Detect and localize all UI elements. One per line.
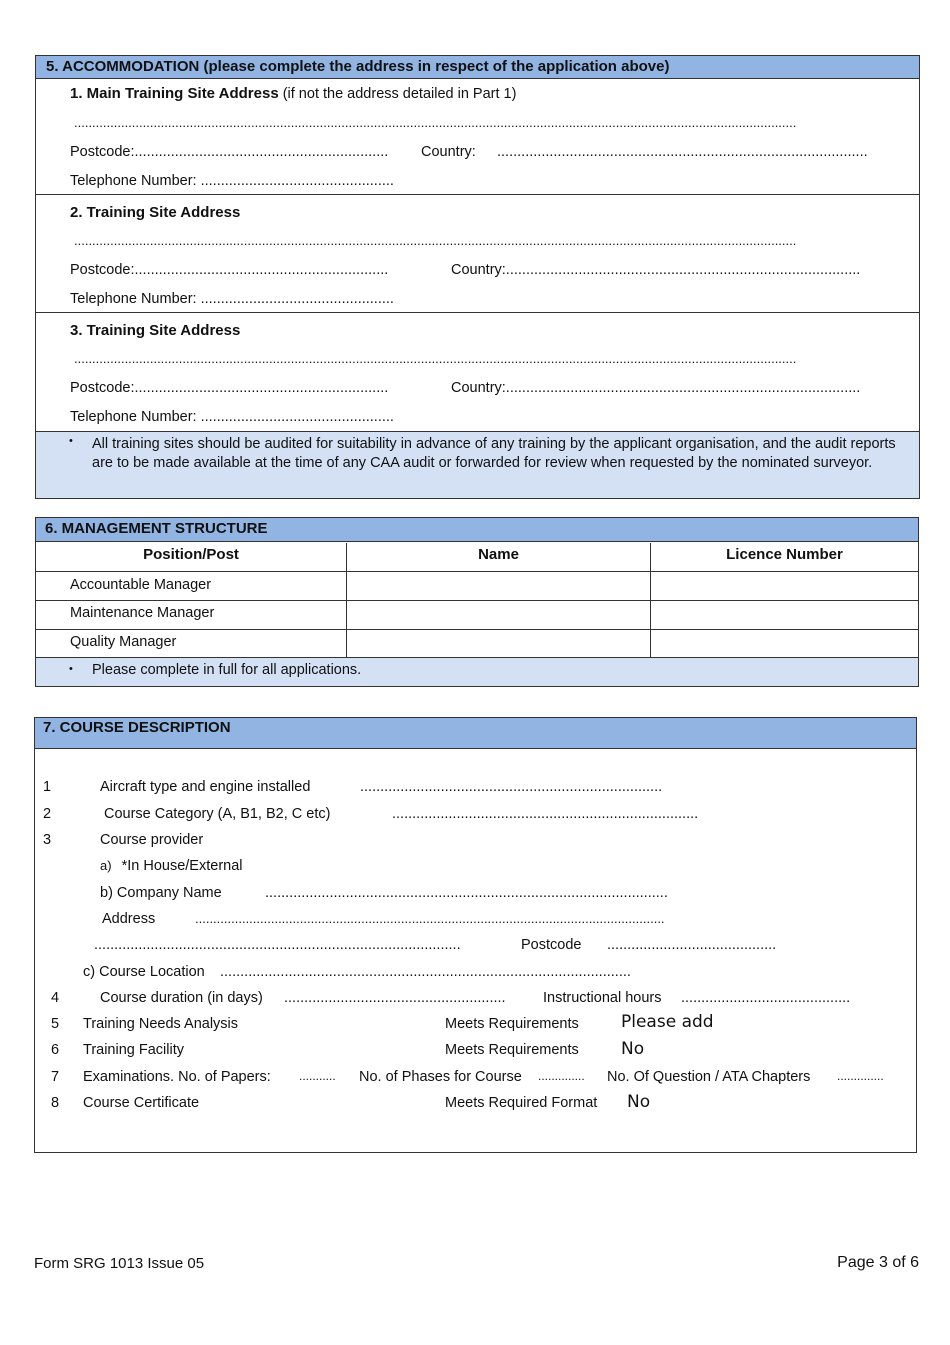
item-number: 2	[43, 806, 52, 822]
instructional-hours-label: Instructional hours	[543, 990, 662, 1006]
address-line2-field[interactable]: ...........................................................................................	[94, 937, 461, 953]
phases-label: No. of Phases for Course	[359, 1069, 522, 1085]
course-header	[35, 718, 916, 749]
table-row-maintenance-manager: Maintenance Manager	[70, 605, 215, 621]
site3-telephone-field[interactable]: Telephone Number: ................................................	[70, 409, 394, 425]
form-id: Form SRG 1013 Issue 05	[34, 1255, 205, 1272]
training-facility-label: Training Facility	[83, 1042, 184, 1058]
site2-address-field[interactable]: ........................................................................................................................................................................................................	[74, 233, 797, 248]
bullet-icon: •	[69, 663, 73, 675]
accommodation-note-text: All training sites should be audited for suitability in advance of any training by the applicant organisation, and the audit reports are to be made available at the time of any CAA audit or forwarded for review when requested by the nominated surveyor.	[92, 436, 896, 471]
column-header-position: Position/Post	[143, 546, 239, 563]
postcode-label: Postcode	[521, 937, 582, 953]
licence-cell-quality[interactable]	[651, 630, 918, 657]
in-house-external-row	[100, 858, 243, 874]
site2-title: 2. Training Site Address	[70, 204, 241, 221]
site1-country-field[interactable]: ............................................................................................	[497, 144, 868, 160]
aircraft-type-label: Aircraft type and engine installed	[100, 779, 311, 795]
course-location-field[interactable]: ......................................................................................................	[220, 964, 631, 980]
phases-field[interactable]: ..............	[538, 1069, 585, 1083]
management-note	[36, 658, 918, 686]
site1-title-row	[70, 85, 516, 102]
licence-cell-accountable[interactable]	[651, 572, 918, 600]
examinations-label: Examinations. No. of Papers:	[83, 1069, 271, 1085]
course-certificate-label: Course Certificate	[83, 1095, 200, 1111]
bullet-icon: •	[69, 435, 73, 447]
site1-title: 1. Main Training Site Address	[70, 85, 279, 102]
sub-letter-a: a)	[100, 858, 112, 873]
item-number: 6	[51, 1042, 60, 1058]
meets-required-format-label: Meets Required Format	[445, 1095, 598, 1111]
site1-postcode-field[interactable]: Postcode:...............................................................	[70, 144, 389, 160]
site2-postcode-field[interactable]: Postcode:...............................................................	[70, 262, 389, 278]
in-house-external-field[interactable]: *In House/External	[121, 858, 243, 874]
column-header-name: Name	[478, 546, 519, 563]
course-location-label: c) Course Location	[83, 964, 205, 980]
item-number: 3	[43, 832, 52, 848]
item-number: 1	[43, 779, 52, 795]
site3-address-field[interactable]: ........................................................................................................................................................................................................	[74, 351, 797, 366]
company-name-label: b) Company Name	[100, 885, 222, 901]
item-number: 7	[51, 1069, 60, 1085]
management-header-text: 6. MANAGEMENT STRUCTURE	[45, 520, 268, 537]
accommodation-note	[36, 432, 919, 498]
course-certificate-value[interactable]: No	[627, 1092, 651, 1112]
site3-postcode-field[interactable]: Postcode:...............................................................	[70, 380, 389, 396]
training-needs-value[interactable]: Please add	[621, 1012, 714, 1032]
postcode-field[interactable]: ..........................................	[607, 937, 777, 953]
accommodation-header-text: 5. ACCOMMODATION (please complete the address in respect of the application above)	[46, 58, 670, 75]
site3-title: 3. Training Site Address	[70, 322, 241, 339]
site1-address-field[interactable]: ........................................................................................................................................................................................................	[74, 115, 797, 130]
course-header-text: 7. COURSE DESCRIPTION	[43, 719, 231, 736]
name-cell-accountable[interactable]	[347, 572, 650, 600]
item-number: 8	[51, 1095, 60, 1111]
item-number: 5	[51, 1016, 60, 1032]
divider	[36, 312, 919, 313]
site2-country-field[interactable]: Country:........................................................................................	[451, 262, 861, 278]
training-needs-label: Training Needs Analysis	[83, 1016, 239, 1032]
aircraft-type-field[interactable]: ...........................................................................	[360, 779, 663, 795]
papers-field[interactable]: ...........	[299, 1069, 336, 1083]
management-note-text: Please complete in full for all applications.	[92, 662, 362, 678]
instructional-hours-field[interactable]: ..........................................	[681, 990, 851, 1006]
training-facility-value[interactable]: No	[621, 1039, 645, 1059]
divider	[36, 194, 919, 195]
questions-label: No. Of Question / ATA Chapters	[607, 1069, 811, 1085]
course-duration-label: Course duration (in days)	[100, 990, 263, 1006]
course-category-label: Course Category (A, B1, B2, C etc)	[104, 806, 331, 822]
meets-requirements-label: Meets Requirements	[445, 1042, 579, 1058]
site1-telephone-field[interactable]: Telephone Number: ................................................	[70, 173, 394, 189]
table-row-accountable-manager: Accountable Manager	[70, 577, 212, 593]
name-cell-quality[interactable]	[347, 630, 650, 657]
meets-requirements-label: Meets Requirements	[445, 1016, 579, 1032]
company-name-field[interactable]: ....................................................................................................	[265, 885, 668, 901]
address-label: Address	[102, 911, 156, 927]
course-duration-field[interactable]: .......................................................	[284, 990, 506, 1006]
accommodation-header	[36, 56, 919, 79]
questions-field[interactable]: ..............	[837, 1069, 884, 1083]
table-row-quality-manager: Quality Manager	[70, 634, 177, 650]
site3-country-field[interactable]: Country:........................................................................................	[451, 380, 861, 396]
site2-telephone-field[interactable]: Telephone Number: ................................................	[70, 291, 394, 307]
licence-cell-maintenance[interactable]	[651, 601, 918, 629]
course-category-field[interactable]: ............................................................................	[392, 806, 699, 822]
item-number: 4	[51, 990, 60, 1006]
course-provider-label: Course provider	[100, 832, 204, 848]
page-number: Page 3 of 6	[837, 1254, 919, 1271]
column-header-licence: Licence Number	[726, 546, 843, 563]
site1-country-label: Country:	[421, 144, 476, 160]
address-field[interactable]: ..................................................................................................................................	[195, 911, 665, 926]
name-cell-maintenance[interactable]	[347, 601, 650, 629]
site1-subtitle: (if not the address detailed in Part 1)	[282, 86, 517, 102]
management-header	[36, 518, 918, 542]
